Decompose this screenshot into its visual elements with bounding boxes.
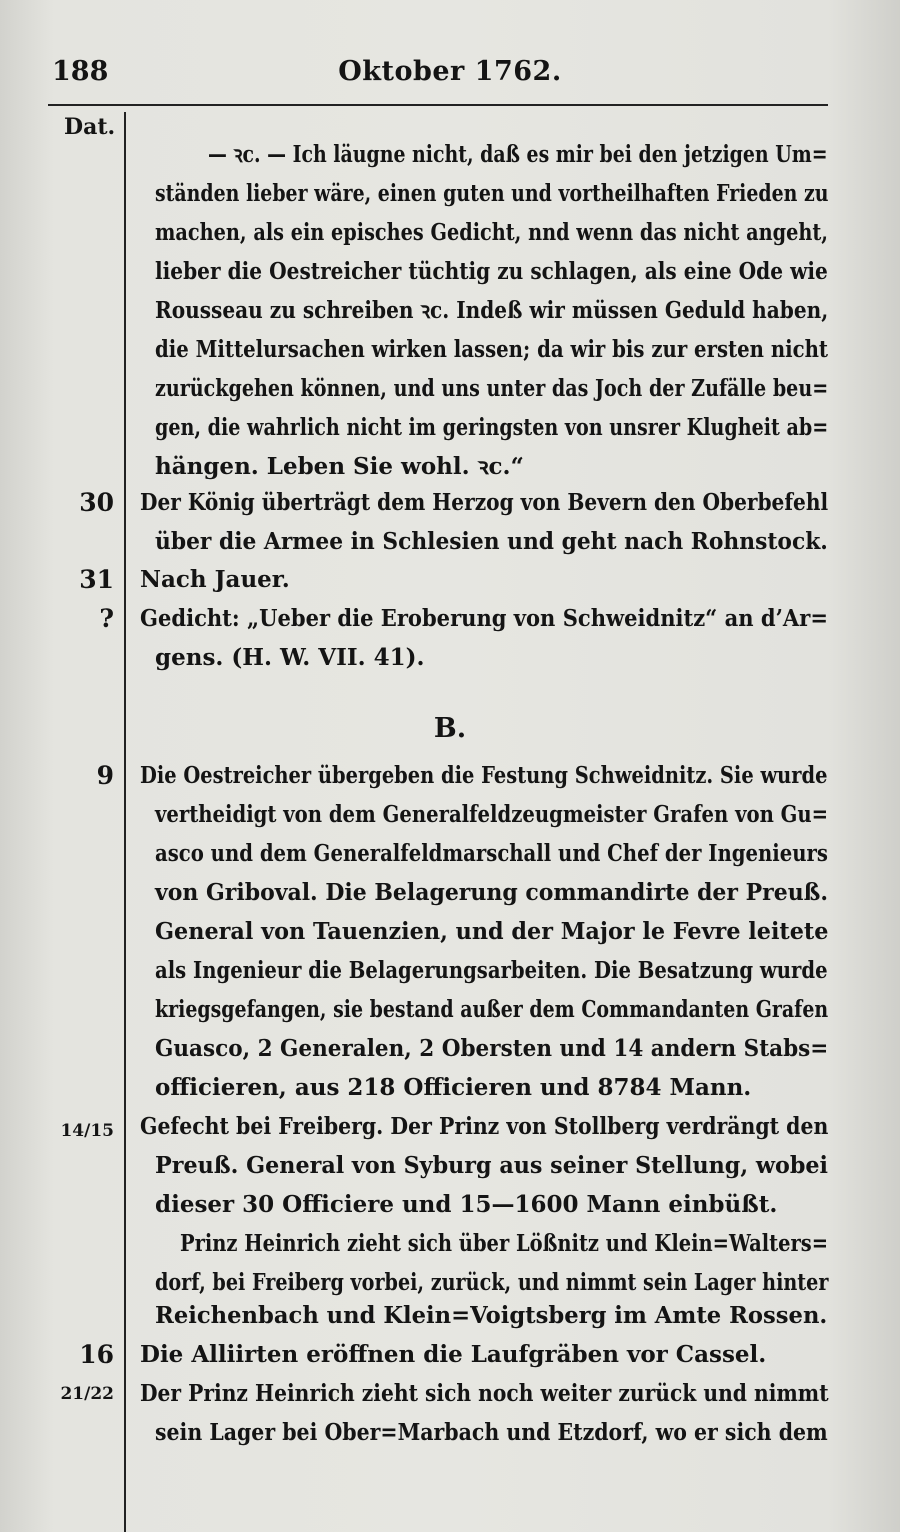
text-line: asco und dem Generalfeldmarschall und Chef der Ingenieurs xyxy=(155,840,828,867)
header-rule xyxy=(48,104,828,106)
text-line: — ꝛc. — Ich läugne nicht, daß es mir bei den jetzigen Um= xyxy=(208,141,828,168)
text-line: Reichenbach und Klein=Voigtsberg im Amte Rossen. xyxy=(155,1302,828,1329)
text-line: lieber die Oestreicher tüchtig zu schlagen, als eine Ode wie xyxy=(155,258,828,285)
text-line: dorf, bei Freiberg vorbei, zurück, und nimmt sein Lager hinter xyxy=(155,1269,829,1296)
text-line: machen, als ein episches Gedicht, nnd wenn das nicht angeht, xyxy=(155,219,828,246)
text-line: die Mittelursachen wirken lassen; da wir bis zur ersten nicht xyxy=(155,336,829,363)
text-line: hängen. Leben Sie wohl. ꝛc.“ xyxy=(155,453,524,480)
text-line: Gedicht: „Ueber die Eroberung von Schweidnitz“ an d’Ar= xyxy=(140,605,828,632)
text-line: kriegsgefangen, sie bestand außer dem Commandanten Grafen xyxy=(155,996,829,1023)
date-entry: 31 xyxy=(79,565,114,594)
text-line: Die Alliirten eröffnen die Laufgräben vor Cassel. xyxy=(140,1341,767,1368)
page-header xyxy=(0,56,900,96)
date-entry: 16 xyxy=(79,1340,114,1369)
text-line: Guasco, 2 Generalen, 2 Obersten und 14 andern Stabs= xyxy=(155,1035,829,1062)
text-line: Rousseau zu schreiben ꝛc. Indeß wir müssen Geduld haben, xyxy=(155,297,829,324)
text-line: General von Tauenzien, und der Major le Fevre leitete xyxy=(155,918,829,945)
text-line: Der Prinz Heinrich zieht sich noch weiter zurück und nimmt xyxy=(140,1380,829,1407)
page-number: 188 xyxy=(52,56,109,87)
date-entry: ? xyxy=(99,604,114,633)
date-entry: 14/15 xyxy=(60,1121,114,1141)
text-line: Der König überträgt dem Herzog von Bevern den Oberbefehl xyxy=(140,489,829,516)
text-line: über die Armee in Schlesien und geht nach Rohnstock. xyxy=(155,528,828,555)
text-line: gens. (H. W. VII. 41). xyxy=(155,644,425,671)
text-line: gen, die wahrlich nicht im geringsten von unsrer Klugheit ab= xyxy=(155,414,829,441)
date-entry: 21/22 xyxy=(60,1384,114,1404)
text-line: sein Lager bei Ober=Marbach und Etzdorf, wo er sich dem xyxy=(155,1419,828,1446)
text-line: officieren, aus 218 Officieren und 8784 Mann. xyxy=(155,1074,752,1101)
text-line: Gefecht bei Freiberg. Der Prinz von Stollberg verdrängt den xyxy=(140,1113,829,1140)
text-line: Preuß. General von Syburg aus seiner Stellung, wobei xyxy=(155,1152,828,1179)
section-heading: B. xyxy=(433,713,467,744)
text-line: Prinz Heinrich zieht sich über Lößnitz und Klein=Walters= xyxy=(180,1230,828,1257)
text-line: ständen lieber wäre, einen guten und vortheilhaften Frieden zu xyxy=(155,180,829,207)
date-column-label: Dat. xyxy=(64,114,116,140)
text-line: von Griboval. Die Belagerung commandirte der Preuß. xyxy=(155,879,829,906)
text-line: vertheidigt von dem Generalfeldzeugmeister Grafen von Gu= xyxy=(155,801,829,828)
text-line: als Ingenieur die Belagerungsarbeiten. Die Besatzung wurde xyxy=(155,957,828,984)
text-line: zurückgehen können, und uns unter das Joch der Zufälle beu= xyxy=(155,375,829,402)
text-line: Nach Jauer. xyxy=(140,566,290,593)
date-column-divider xyxy=(124,112,126,1532)
running-title: Oktober 1762. xyxy=(338,56,562,87)
text-line: dieser 30 Officiere und 15—1600 Mann einbüßt. xyxy=(155,1191,778,1218)
date-entry: 30 xyxy=(79,488,114,517)
date-entry: 9 xyxy=(96,761,114,790)
text-line: Die Oestreicher übergeben die Festung Schweidnitz. Sie wurde xyxy=(140,762,828,789)
